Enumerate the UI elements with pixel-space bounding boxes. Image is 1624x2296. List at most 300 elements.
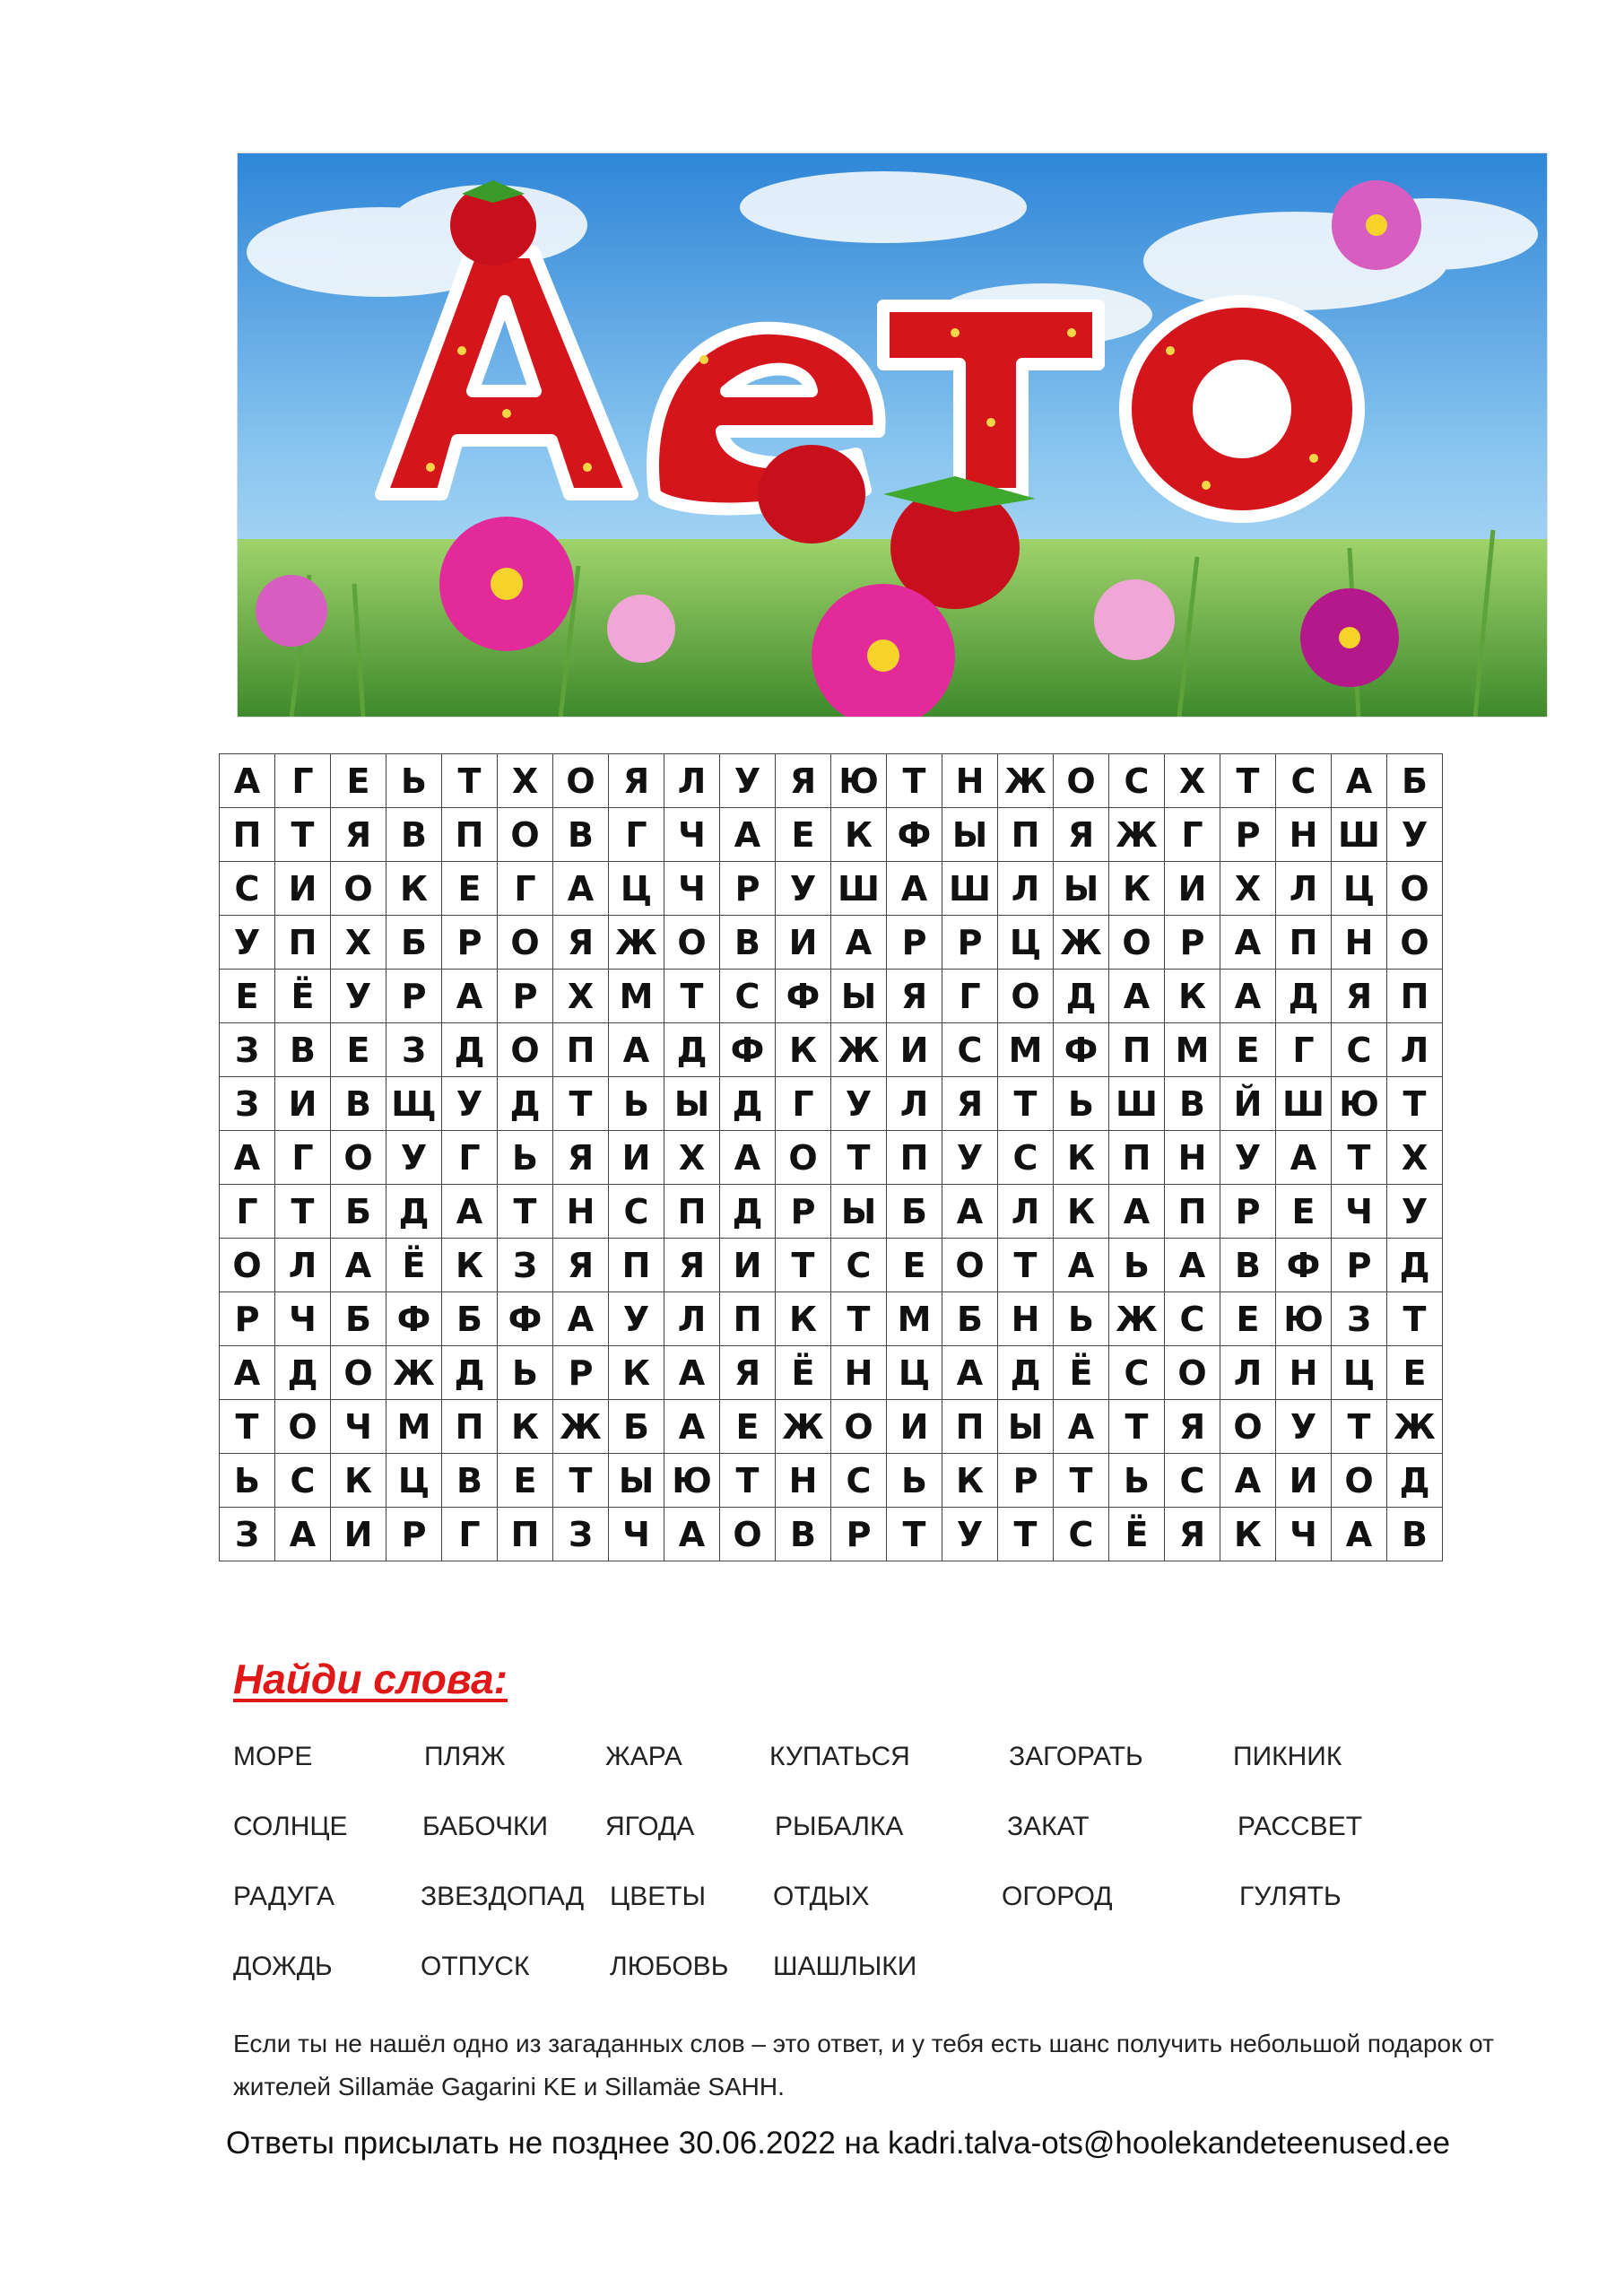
grid-cell[interactable]: Й bbox=[1220, 1077, 1276, 1131]
grid-cell[interactable]: К bbox=[442, 1239, 498, 1292]
grid-cell[interactable]: А bbox=[720, 1131, 776, 1185]
grid-cell[interactable]: Л bbox=[664, 754, 720, 808]
grid-cell[interactable]: Г bbox=[442, 1131, 498, 1185]
grid-cell[interactable]: Ч bbox=[1332, 1185, 1387, 1239]
grid-cell[interactable]: А bbox=[720, 808, 776, 862]
grid-cell[interactable]: К bbox=[1165, 970, 1220, 1023]
grid-cell[interactable]: Б bbox=[609, 1400, 664, 1454]
grid-cell[interactable]: Г bbox=[498, 862, 553, 916]
grid-cell[interactable]: У bbox=[1220, 1131, 1276, 1185]
grid-cell[interactable]: И bbox=[275, 1077, 331, 1131]
grid-cell[interactable]: Ж bbox=[831, 1023, 887, 1077]
grid-cell[interactable]: Ч bbox=[664, 862, 720, 916]
grid-cell[interactable]: О bbox=[275, 1400, 331, 1454]
grid-cell[interactable]: Е bbox=[776, 808, 831, 862]
grid-cell[interactable]: П bbox=[664, 1185, 720, 1239]
grid-cell[interactable]: Д bbox=[1387, 1454, 1443, 1508]
grid-cell[interactable]: Я bbox=[1332, 970, 1387, 1023]
grid-cell[interactable]: Д bbox=[275, 1346, 331, 1400]
grid-cell[interactable]: Б bbox=[442, 1292, 498, 1346]
grid-cell[interactable]: Д bbox=[442, 1023, 498, 1077]
grid-cell[interactable]: Я bbox=[942, 1077, 998, 1131]
grid-cell[interactable]: И bbox=[887, 1023, 942, 1077]
grid-cell[interactable]: А bbox=[1220, 1454, 1276, 1508]
grid-cell[interactable]: Т bbox=[442, 754, 498, 808]
grid-cell[interactable]: З bbox=[220, 1077, 275, 1131]
grid-cell[interactable]: Т bbox=[887, 1508, 942, 1561]
grid-cell[interactable]: Е bbox=[1387, 1346, 1443, 1400]
grid-cell[interactable]: Р bbox=[998, 1454, 1054, 1508]
grid-cell[interactable]: Х bbox=[664, 1131, 720, 1185]
grid-cell[interactable]: Ф bbox=[498, 1292, 553, 1346]
grid-cell[interactable]: Л bbox=[1220, 1346, 1276, 1400]
grid-cell[interactable]: К bbox=[498, 1400, 553, 1454]
grid-cell[interactable]: В bbox=[275, 1023, 331, 1077]
grid-cell[interactable]: И bbox=[887, 1400, 942, 1454]
grid-cell[interactable]: А bbox=[220, 1346, 275, 1400]
grid-cell[interactable]: Т bbox=[1387, 1292, 1443, 1346]
grid-cell[interactable]: К bbox=[1220, 1508, 1276, 1561]
grid-cell[interactable]: Ю bbox=[1332, 1077, 1387, 1131]
grid-cell[interactable]: О bbox=[331, 1346, 386, 1400]
grid-cell[interactable]: А bbox=[1220, 970, 1276, 1023]
grid-cell[interactable]: А bbox=[1054, 1239, 1109, 1292]
grid-cell[interactable]: Н bbox=[776, 1454, 831, 1508]
grid-cell[interactable]: Ы bbox=[1054, 862, 1109, 916]
grid-cell[interactable]: С bbox=[1054, 1508, 1109, 1561]
grid-cell[interactable]: А bbox=[664, 1346, 720, 1400]
grid-cell[interactable]: П bbox=[887, 1131, 942, 1185]
grid-cell[interactable]: Л bbox=[1276, 862, 1332, 916]
grid-cell[interactable]: Ж bbox=[609, 916, 664, 970]
grid-cell[interactable]: Д bbox=[998, 1346, 1054, 1400]
grid-cell[interactable]: Т bbox=[664, 970, 720, 1023]
grid-cell[interactable]: Ц bbox=[1332, 1346, 1387, 1400]
grid-cell[interactable]: А bbox=[664, 1400, 720, 1454]
grid-cell[interactable]: Х bbox=[553, 970, 609, 1023]
grid-cell[interactable]: Ж bbox=[553, 1400, 609, 1454]
grid-cell[interactable]: А bbox=[609, 1023, 664, 1077]
grid-cell[interactable]: Л bbox=[664, 1292, 720, 1346]
grid-cell[interactable]: Щ bbox=[386, 1077, 442, 1131]
grid-cell[interactable]: К bbox=[776, 1023, 831, 1077]
grid-cell[interactable]: А bbox=[887, 862, 942, 916]
grid-cell[interactable]: О bbox=[331, 1131, 386, 1185]
grid-cell[interactable]: Х bbox=[1165, 754, 1220, 808]
grid-cell[interactable]: Ы bbox=[831, 1185, 887, 1239]
grid-cell[interactable]: С bbox=[1109, 754, 1165, 808]
grid-cell[interactable]: Ь bbox=[220, 1454, 275, 1508]
grid-cell[interactable]: Ф bbox=[776, 970, 831, 1023]
grid-cell[interactable]: Я bbox=[553, 1131, 609, 1185]
grid-cell[interactable]: Ю bbox=[664, 1454, 720, 1508]
grid-cell[interactable]: Т bbox=[1054, 1454, 1109, 1508]
grid-cell[interactable]: П bbox=[275, 916, 331, 970]
grid-cell[interactable]: Ы bbox=[998, 1400, 1054, 1454]
grid-cell[interactable]: И bbox=[331, 1508, 386, 1561]
grid-cell[interactable]: Л bbox=[998, 862, 1054, 916]
grid-cell[interactable]: Г bbox=[942, 970, 998, 1023]
grid-cell[interactable]: О bbox=[1387, 916, 1443, 970]
grid-cell[interactable]: Х bbox=[1220, 862, 1276, 916]
grid-cell[interactable]: У bbox=[1387, 808, 1443, 862]
grid-cell[interactable]: И bbox=[1276, 1454, 1332, 1508]
grid-cell[interactable]: А bbox=[275, 1508, 331, 1561]
grid-cell[interactable]: К bbox=[776, 1292, 831, 1346]
grid-cell[interactable]: Ч bbox=[1276, 1508, 1332, 1561]
grid-cell[interactable]: К bbox=[331, 1454, 386, 1508]
grid-cell[interactable]: Р bbox=[776, 1185, 831, 1239]
grid-cell[interactable]: Ё bbox=[386, 1239, 442, 1292]
grid-cell[interactable]: Т bbox=[553, 1454, 609, 1508]
grid-cell[interactable]: Г bbox=[1276, 1023, 1332, 1077]
grid-cell[interactable]: Г bbox=[776, 1077, 831, 1131]
grid-cell[interactable]: Д bbox=[720, 1077, 776, 1131]
grid-cell[interactable]: С bbox=[609, 1185, 664, 1239]
grid-cell[interactable]: Ы bbox=[609, 1454, 664, 1508]
grid-cell[interactable]: П bbox=[442, 808, 498, 862]
grid-cell[interactable]: Г bbox=[1165, 808, 1220, 862]
grid-cell[interactable]: Ы bbox=[831, 970, 887, 1023]
grid-cell[interactable]: Н bbox=[1276, 808, 1332, 862]
grid-cell[interactable]: О bbox=[220, 1239, 275, 1292]
grid-cell[interactable]: О bbox=[1220, 1400, 1276, 1454]
grid-cell[interactable]: Т bbox=[1220, 754, 1276, 808]
grid-cell[interactable]: К bbox=[831, 808, 887, 862]
grid-cell[interactable]: Б bbox=[1387, 754, 1443, 808]
grid-cell[interactable]: У bbox=[386, 1131, 442, 1185]
grid-cell[interactable]: Ю bbox=[1276, 1292, 1332, 1346]
grid-cell[interactable]: О bbox=[998, 970, 1054, 1023]
grid-cell[interactable]: Г bbox=[442, 1508, 498, 1561]
grid-cell[interactable]: Д bbox=[1387, 1239, 1443, 1292]
grid-cell[interactable]: Х bbox=[1387, 1131, 1443, 1185]
grid-cell[interactable]: П bbox=[609, 1239, 664, 1292]
grid-cell[interactable]: В bbox=[386, 808, 442, 862]
grid-cell[interactable]: П bbox=[442, 1400, 498, 1454]
grid-cell[interactable]: А bbox=[1165, 1239, 1220, 1292]
grid-cell[interactable]: Ж bbox=[386, 1346, 442, 1400]
grid-cell[interactable]: Ж bbox=[1109, 808, 1165, 862]
grid-cell[interactable]: Я bbox=[553, 1239, 609, 1292]
grid-cell[interactable]: К bbox=[386, 862, 442, 916]
grid-cell[interactable]: Ф bbox=[1276, 1239, 1332, 1292]
grid-cell[interactable]: Ж bbox=[1054, 916, 1109, 970]
grid-cell[interactable]: К bbox=[1109, 862, 1165, 916]
grid-cell[interactable]: М bbox=[998, 1023, 1054, 1077]
grid-cell[interactable]: Я bbox=[664, 1239, 720, 1292]
grid-cell[interactable]: Ш bbox=[1109, 1077, 1165, 1131]
grid-cell[interactable]: Ф bbox=[1054, 1023, 1109, 1077]
grid-cell[interactable]: Ф bbox=[386, 1292, 442, 1346]
grid-cell[interactable]: В bbox=[442, 1454, 498, 1508]
grid-cell[interactable]: М bbox=[1165, 1023, 1220, 1077]
grid-cell[interactable]: К bbox=[1054, 1131, 1109, 1185]
grid-cell[interactable]: Д bbox=[1276, 970, 1332, 1023]
grid-cell[interactable]: Т bbox=[831, 1292, 887, 1346]
grid-cell[interactable]: Р bbox=[553, 1346, 609, 1400]
grid-cell[interactable]: Ш bbox=[1332, 808, 1387, 862]
grid-cell[interactable]: П bbox=[942, 1400, 998, 1454]
grid-cell[interactable]: А bbox=[942, 1346, 998, 1400]
grid-cell[interactable]: Ё bbox=[1109, 1508, 1165, 1561]
grid-cell[interactable]: П bbox=[1165, 1185, 1220, 1239]
grid-cell[interactable]: Д bbox=[386, 1185, 442, 1239]
grid-cell[interactable]: Ж bbox=[1109, 1292, 1165, 1346]
grid-cell[interactable]: Т bbox=[998, 1239, 1054, 1292]
grid-cell[interactable]: В bbox=[553, 808, 609, 862]
grid-cell[interactable]: Л bbox=[1387, 1023, 1443, 1077]
grid-cell[interactable]: Т bbox=[1332, 1131, 1387, 1185]
grid-cell[interactable]: В bbox=[776, 1508, 831, 1561]
grid-cell[interactable]: Г bbox=[220, 1185, 275, 1239]
grid-cell[interactable]: Ш bbox=[1276, 1077, 1332, 1131]
grid-cell[interactable]: З bbox=[220, 1508, 275, 1561]
grid-cell[interactable]: Ж bbox=[998, 754, 1054, 808]
grid-cell[interactable]: Я bbox=[1054, 808, 1109, 862]
grid-cell[interactable]: З bbox=[498, 1239, 553, 1292]
grid-cell[interactable]: Ь bbox=[1109, 1239, 1165, 1292]
grid-cell[interactable]: Т bbox=[776, 1239, 831, 1292]
grid-cell[interactable]: Т bbox=[1387, 1077, 1443, 1131]
grid-cell[interactable]: А bbox=[1332, 754, 1387, 808]
grid-cell[interactable]: П bbox=[498, 1508, 553, 1561]
grid-cell[interactable]: Р bbox=[1165, 916, 1220, 970]
grid-cell[interactable]: У bbox=[831, 1077, 887, 1131]
grid-cell[interactable]: Я bbox=[776, 754, 831, 808]
grid-cell[interactable]: Р bbox=[498, 970, 553, 1023]
grid-cell[interactable]: О bbox=[776, 1131, 831, 1185]
grid-cell[interactable]: А bbox=[331, 1239, 386, 1292]
grid-cell[interactable]: Ц bbox=[1332, 862, 1387, 916]
grid-cell[interactable]: Ы bbox=[942, 808, 998, 862]
grid-cell[interactable]: У bbox=[442, 1077, 498, 1131]
grid-cell[interactable]: Ш bbox=[942, 862, 998, 916]
grid-cell[interactable]: Р bbox=[386, 1508, 442, 1561]
grid-cell[interactable]: Ы bbox=[664, 1077, 720, 1131]
grid-cell[interactable]: У bbox=[942, 1508, 998, 1561]
grid-cell[interactable]: Ц bbox=[887, 1346, 942, 1400]
grid-cell[interactable]: О bbox=[942, 1239, 998, 1292]
grid-cell[interactable]: А bbox=[553, 862, 609, 916]
grid-cell[interactable]: О bbox=[498, 808, 553, 862]
grid-cell[interactable]: Ь bbox=[386, 754, 442, 808]
grid-cell[interactable]: Р bbox=[386, 970, 442, 1023]
grid-cell[interactable]: О bbox=[498, 1023, 553, 1077]
grid-cell[interactable]: Р bbox=[1220, 808, 1276, 862]
grid-cell[interactable]: С bbox=[942, 1023, 998, 1077]
grid-cell[interactable]: А bbox=[220, 754, 275, 808]
grid-cell[interactable]: Т bbox=[831, 1131, 887, 1185]
grid-cell[interactable]: Ж bbox=[776, 1400, 831, 1454]
grid-cell[interactable]: Ё bbox=[1054, 1346, 1109, 1400]
grid-cell[interactable]: А bbox=[442, 1185, 498, 1239]
grid-cell[interactable]: Ф bbox=[887, 808, 942, 862]
grid-cell[interactable]: К bbox=[942, 1454, 998, 1508]
grid-cell[interactable]: Е bbox=[331, 1023, 386, 1077]
grid-cell[interactable]: В bbox=[720, 916, 776, 970]
grid-cell[interactable]: Т bbox=[1109, 1400, 1165, 1454]
grid-cell[interactable]: О bbox=[1165, 1346, 1220, 1400]
grid-cell[interactable]: Т bbox=[275, 808, 331, 862]
grid-cell[interactable]: И bbox=[1165, 862, 1220, 916]
grid-cell[interactable]: А bbox=[1276, 1131, 1332, 1185]
grid-cell[interactable]: Ь bbox=[887, 1454, 942, 1508]
grid-cell[interactable]: Ч bbox=[664, 808, 720, 862]
grid-cell[interactable]: Ж bbox=[1387, 1400, 1443, 1454]
grid-cell[interactable]: З bbox=[386, 1023, 442, 1077]
grid-cell[interactable]: С bbox=[275, 1454, 331, 1508]
grid-cell[interactable]: Р bbox=[442, 916, 498, 970]
grid-cell[interactable]: Ф bbox=[720, 1023, 776, 1077]
grid-cell[interactable]: Т bbox=[998, 1077, 1054, 1131]
grid-cell[interactable]: Н bbox=[831, 1346, 887, 1400]
grid-cell[interactable]: Т bbox=[998, 1508, 1054, 1561]
grid-cell[interactable]: К bbox=[1054, 1185, 1109, 1239]
grid-cell[interactable]: Я bbox=[553, 916, 609, 970]
grid-cell[interactable]: Н bbox=[553, 1185, 609, 1239]
grid-cell[interactable]: С bbox=[1276, 754, 1332, 808]
grid-cell[interactable]: М bbox=[887, 1292, 942, 1346]
grid-cell[interactable]: М bbox=[609, 970, 664, 1023]
grid-cell[interactable]: Б bbox=[386, 916, 442, 970]
grid-cell[interactable]: Е bbox=[1220, 1023, 1276, 1077]
grid-cell[interactable]: З bbox=[220, 1023, 275, 1077]
grid-cell[interactable]: Н bbox=[1332, 916, 1387, 970]
grid-cell[interactable]: Е bbox=[887, 1239, 942, 1292]
grid-cell[interactable]: А bbox=[1220, 916, 1276, 970]
grid-cell[interactable]: А bbox=[220, 1131, 275, 1185]
grid-cell[interactable]: И bbox=[275, 862, 331, 916]
grid-cell[interactable]: П bbox=[1109, 1131, 1165, 1185]
grid-cell[interactable]: А bbox=[1109, 970, 1165, 1023]
grid-cell[interactable]: А bbox=[1332, 1508, 1387, 1561]
grid-cell[interactable]: О bbox=[1387, 862, 1443, 916]
grid-cell[interactable]: С bbox=[831, 1239, 887, 1292]
grid-cell[interactable]: А bbox=[553, 1292, 609, 1346]
grid-cell[interactable]: Д bbox=[442, 1346, 498, 1400]
grid-cell[interactable]: Ц bbox=[998, 916, 1054, 970]
grid-cell[interactable]: Ч bbox=[331, 1400, 386, 1454]
grid-cell[interactable]: К bbox=[609, 1346, 664, 1400]
grid-cell[interactable]: В bbox=[1387, 1508, 1443, 1561]
grid-cell[interactable]: О bbox=[331, 862, 386, 916]
grid-cell[interactable]: Е bbox=[442, 862, 498, 916]
grid-cell[interactable]: О bbox=[664, 916, 720, 970]
grid-cell[interactable]: Р bbox=[1332, 1239, 1387, 1292]
grid-cell[interactable]: И bbox=[720, 1239, 776, 1292]
grid-cell[interactable]: Р bbox=[831, 1508, 887, 1561]
grid-cell[interactable]: Е bbox=[331, 754, 386, 808]
grid-cell[interactable]: Б bbox=[331, 1292, 386, 1346]
grid-cell[interactable]: Т bbox=[220, 1400, 275, 1454]
grid-cell[interactable]: У bbox=[1276, 1400, 1332, 1454]
grid-cell[interactable]: Ь bbox=[609, 1077, 664, 1131]
grid-cell[interactable]: Я bbox=[609, 754, 664, 808]
grid-cell[interactable]: А bbox=[942, 1185, 998, 1239]
grid-cell[interactable]: З bbox=[553, 1508, 609, 1561]
grid-cell[interactable]: Г bbox=[609, 808, 664, 862]
grid-cell[interactable]: Ё bbox=[776, 1346, 831, 1400]
grid-cell[interactable]: Н bbox=[942, 754, 998, 808]
grid-cell[interactable]: О bbox=[553, 754, 609, 808]
grid-cell[interactable]: Н bbox=[998, 1292, 1054, 1346]
grid-cell[interactable]: Т bbox=[887, 754, 942, 808]
grid-cell[interactable]: А bbox=[664, 1508, 720, 1561]
grid-cell[interactable]: Ь bbox=[498, 1346, 553, 1400]
grid-cell[interactable]: Е bbox=[1220, 1292, 1276, 1346]
grid-cell[interactable]: В bbox=[331, 1077, 386, 1131]
grid-cell[interactable]: Р bbox=[942, 916, 998, 970]
grid-cell[interactable]: Е bbox=[720, 1400, 776, 1454]
grid-cell[interactable]: С bbox=[998, 1131, 1054, 1185]
grid-cell[interactable]: Ц bbox=[386, 1454, 442, 1508]
grid-cell[interactable]: П bbox=[1387, 970, 1443, 1023]
grid-cell[interactable]: В bbox=[1220, 1239, 1276, 1292]
grid-cell[interactable]: Т bbox=[1332, 1400, 1387, 1454]
grid-cell[interactable]: О bbox=[1109, 916, 1165, 970]
grid-cell[interactable]: Г bbox=[275, 1131, 331, 1185]
grid-cell[interactable]: Ь bbox=[1054, 1077, 1109, 1131]
grid-cell[interactable]: У bbox=[220, 916, 275, 970]
grid-cell[interactable]: Я bbox=[720, 1346, 776, 1400]
grid-cell[interactable]: П bbox=[220, 808, 275, 862]
grid-cell[interactable]: А bbox=[1109, 1185, 1165, 1239]
grid-cell[interactable]: Е bbox=[498, 1454, 553, 1508]
grid-cell[interactable]: А bbox=[831, 916, 887, 970]
grid-cell[interactable]: М bbox=[386, 1400, 442, 1454]
grid-cell[interactable]: С bbox=[1165, 1454, 1220, 1508]
grid-cell[interactable]: Л bbox=[275, 1239, 331, 1292]
grid-cell[interactable]: Л bbox=[998, 1185, 1054, 1239]
grid-cell[interactable]: У bbox=[942, 1131, 998, 1185]
grid-cell[interactable]: У bbox=[1387, 1185, 1443, 1239]
grid-cell[interactable]: Ч bbox=[275, 1292, 331, 1346]
grid-cell[interactable]: Ь bbox=[1109, 1454, 1165, 1508]
grid-cell[interactable]: П bbox=[998, 808, 1054, 862]
grid-cell[interactable]: П bbox=[720, 1292, 776, 1346]
grid-cell[interactable]: Ц bbox=[609, 862, 664, 916]
grid-cell[interactable]: Л bbox=[887, 1077, 942, 1131]
grid-cell[interactable]: О bbox=[831, 1400, 887, 1454]
grid-cell[interactable]: Н bbox=[1165, 1131, 1220, 1185]
grid-cell[interactable]: Б bbox=[331, 1185, 386, 1239]
grid-cell[interactable]: И bbox=[776, 916, 831, 970]
grid-cell[interactable]: П bbox=[1109, 1023, 1165, 1077]
grid-cell[interactable]: Д bbox=[1054, 970, 1109, 1023]
grid-cell[interactable]: Е bbox=[220, 970, 275, 1023]
grid-cell[interactable]: П bbox=[1276, 916, 1332, 970]
grid-cell[interactable]: Ь bbox=[1054, 1292, 1109, 1346]
grid-cell[interactable]: Ш bbox=[831, 862, 887, 916]
grid-cell[interactable]: В bbox=[1165, 1077, 1220, 1131]
grid-cell[interactable]: Р bbox=[887, 916, 942, 970]
grid-cell[interactable]: П bbox=[553, 1023, 609, 1077]
grid-cell[interactable]: Х bbox=[331, 916, 386, 970]
grid-cell[interactable]: Ч bbox=[609, 1508, 664, 1561]
grid-cell[interactable]: Б bbox=[942, 1292, 998, 1346]
grid-cell[interactable]: У bbox=[609, 1292, 664, 1346]
grid-cell[interactable]: О bbox=[1332, 1454, 1387, 1508]
grid-cell[interactable]: Т bbox=[553, 1077, 609, 1131]
grid-cell[interactable]: И bbox=[609, 1131, 664, 1185]
grid-cell[interactable]: Р bbox=[1220, 1185, 1276, 1239]
grid-cell[interactable]: Р bbox=[220, 1292, 275, 1346]
grid-cell[interactable]: У bbox=[331, 970, 386, 1023]
grid-cell[interactable]: Ю bbox=[831, 754, 887, 808]
grid-cell[interactable]: С bbox=[831, 1454, 887, 1508]
grid-cell[interactable]: А bbox=[442, 970, 498, 1023]
